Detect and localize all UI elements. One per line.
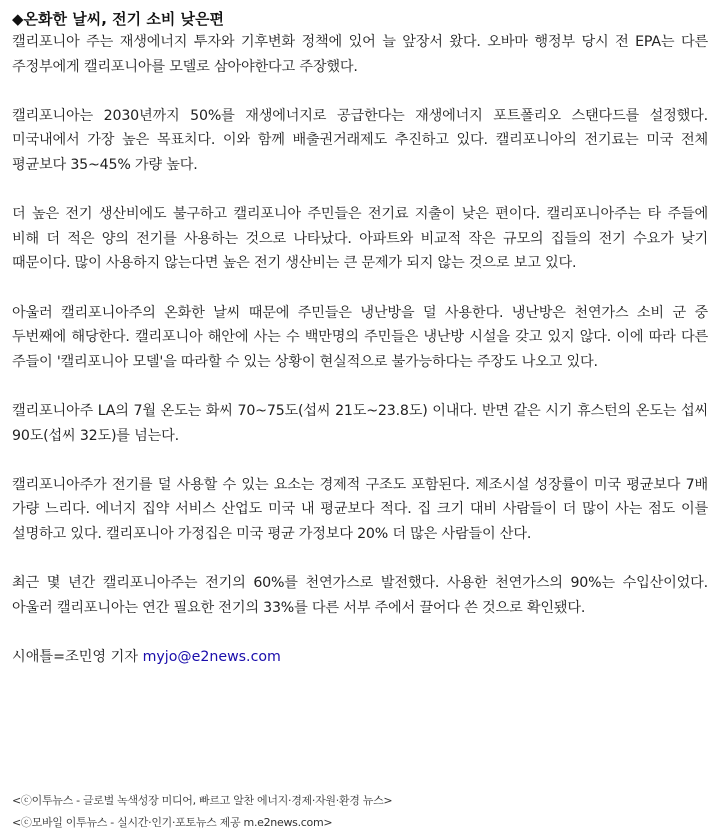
article: [12, 8, 708, 669]
article-paragraph-7: 최근 몇 년간 캘리포니아주는 전기의 60%를 천연가스로 발전했다. 사용한 천연가스의 90%는 수입산이었다. 아울러 캘리포니아는 연간 필요한 전기의 33%를 다른 서부 주에서 끌어다 쓴 것으로 확인됐다.: [12, 575, 708, 616]
article-paragraph-3: 더 높은 전기 생산비에도 불구하고 캘리포니아 주민들은 전기료 지출이 낮은 편이다. 캘리포니아주는 타 주들에 비해 더 적은 양의 전기를 사용하는 것으로 나타났다. 아파트와 비교적 작은 규모의 집들의 전기 수요가 낮기 때문이다. 많이 사용하지 않는다면 높은 전기 생산비는 큰 문제가 되지 않는 것으로 보고 있다.: [12, 206, 708, 272]
article-paragraph-5: 캘리포니아주 LA의 7월 온도는 화씨 70~75도(섭씨 21도~23.8도) 이내다. 반면 같은 시기 휴스턴의 온도는 섭씨 90도(섭씨 32도)를 넘는다.: [12, 402, 708, 444]
copyright-footer: [12, 790, 392, 834]
article-paragraph-6: 캘리포니아주가 전기를 덜 사용할 수 있는 요소는 경제적 구조도 포함된다. 제조시설 성장률이 미국 평균보다 7배 가량 느리다. 에너지 집약 서비스 산업도 미국 내 평균보다 적다. 집 크기 대비 사람들이 더 많이 사는 점도 이를 설명하고 있다. 캘리포니아 가정집은 미국 평균 가정보다 20% 더 많은 사람들이 산다.: [12, 476, 708, 542]
article-paragraph-1: 캘리포니아 주는 재생에너지 투자와 기후변화 정책에 있어 늘 앞장서 왔다. 오바마 행정부 당시 전 EPA는 다른 주정부에게 캘리포니아를 모델로 삼아야한다고 주장했다.: [12, 34, 708, 75]
byline-author: 시애틀=조민영 기자: [12, 648, 143, 665]
byline: [12, 645, 708, 669]
copyright-line-mobile: <ⓒ모바일 이투뉴스 - 실시간·인기·포토뉴스 제공 m.e2news.com>: [12, 816, 333, 829]
article-paragraph-4: 아울러 캘리포니아주의 온화한 날씨 때문에 주민들은 냉난방을 덜 사용한다. 냉난방은 천연가스 소비 군 중 두번째에 해당한다. 캘리포니아 해안에 사는 수 백만명의 주민들은 냉난방 시설을 갖고 있지 않다. 이에 따라 다른 주들이 '캘리포니아 모델'을 따라할 수 있는 상황이 현실적으로 불가능하다는 주장도 나오고 있다.: [12, 304, 708, 370]
article-paragraph-2: 캘리포니아는 2030년까지 50%를 재생에너지로 공급한다는 재생에너지 포트폴리오 스탠다드를 설정했다. 미국내에서 가장 높은 목표치다. 이와 함께 배출권거래제도 추진하고 있다. 캘리포니아의 전기료는 미국 전체 평균보다 35~45% 가량 높다.: [12, 107, 708, 173]
article-subheading: ◆온화한 날씨, 전기 소비 낮은편: [12, 10, 225, 28]
byline-email-link[interactable]: myjo@e2news.com: [142, 648, 281, 665]
copyright-line-web: <ⓒ이투뉴스 - 글로벌 녹색성장 미디어, 빠르고 알찬 에너지·경제·자원·환경 뉴스>: [12, 794, 393, 807]
